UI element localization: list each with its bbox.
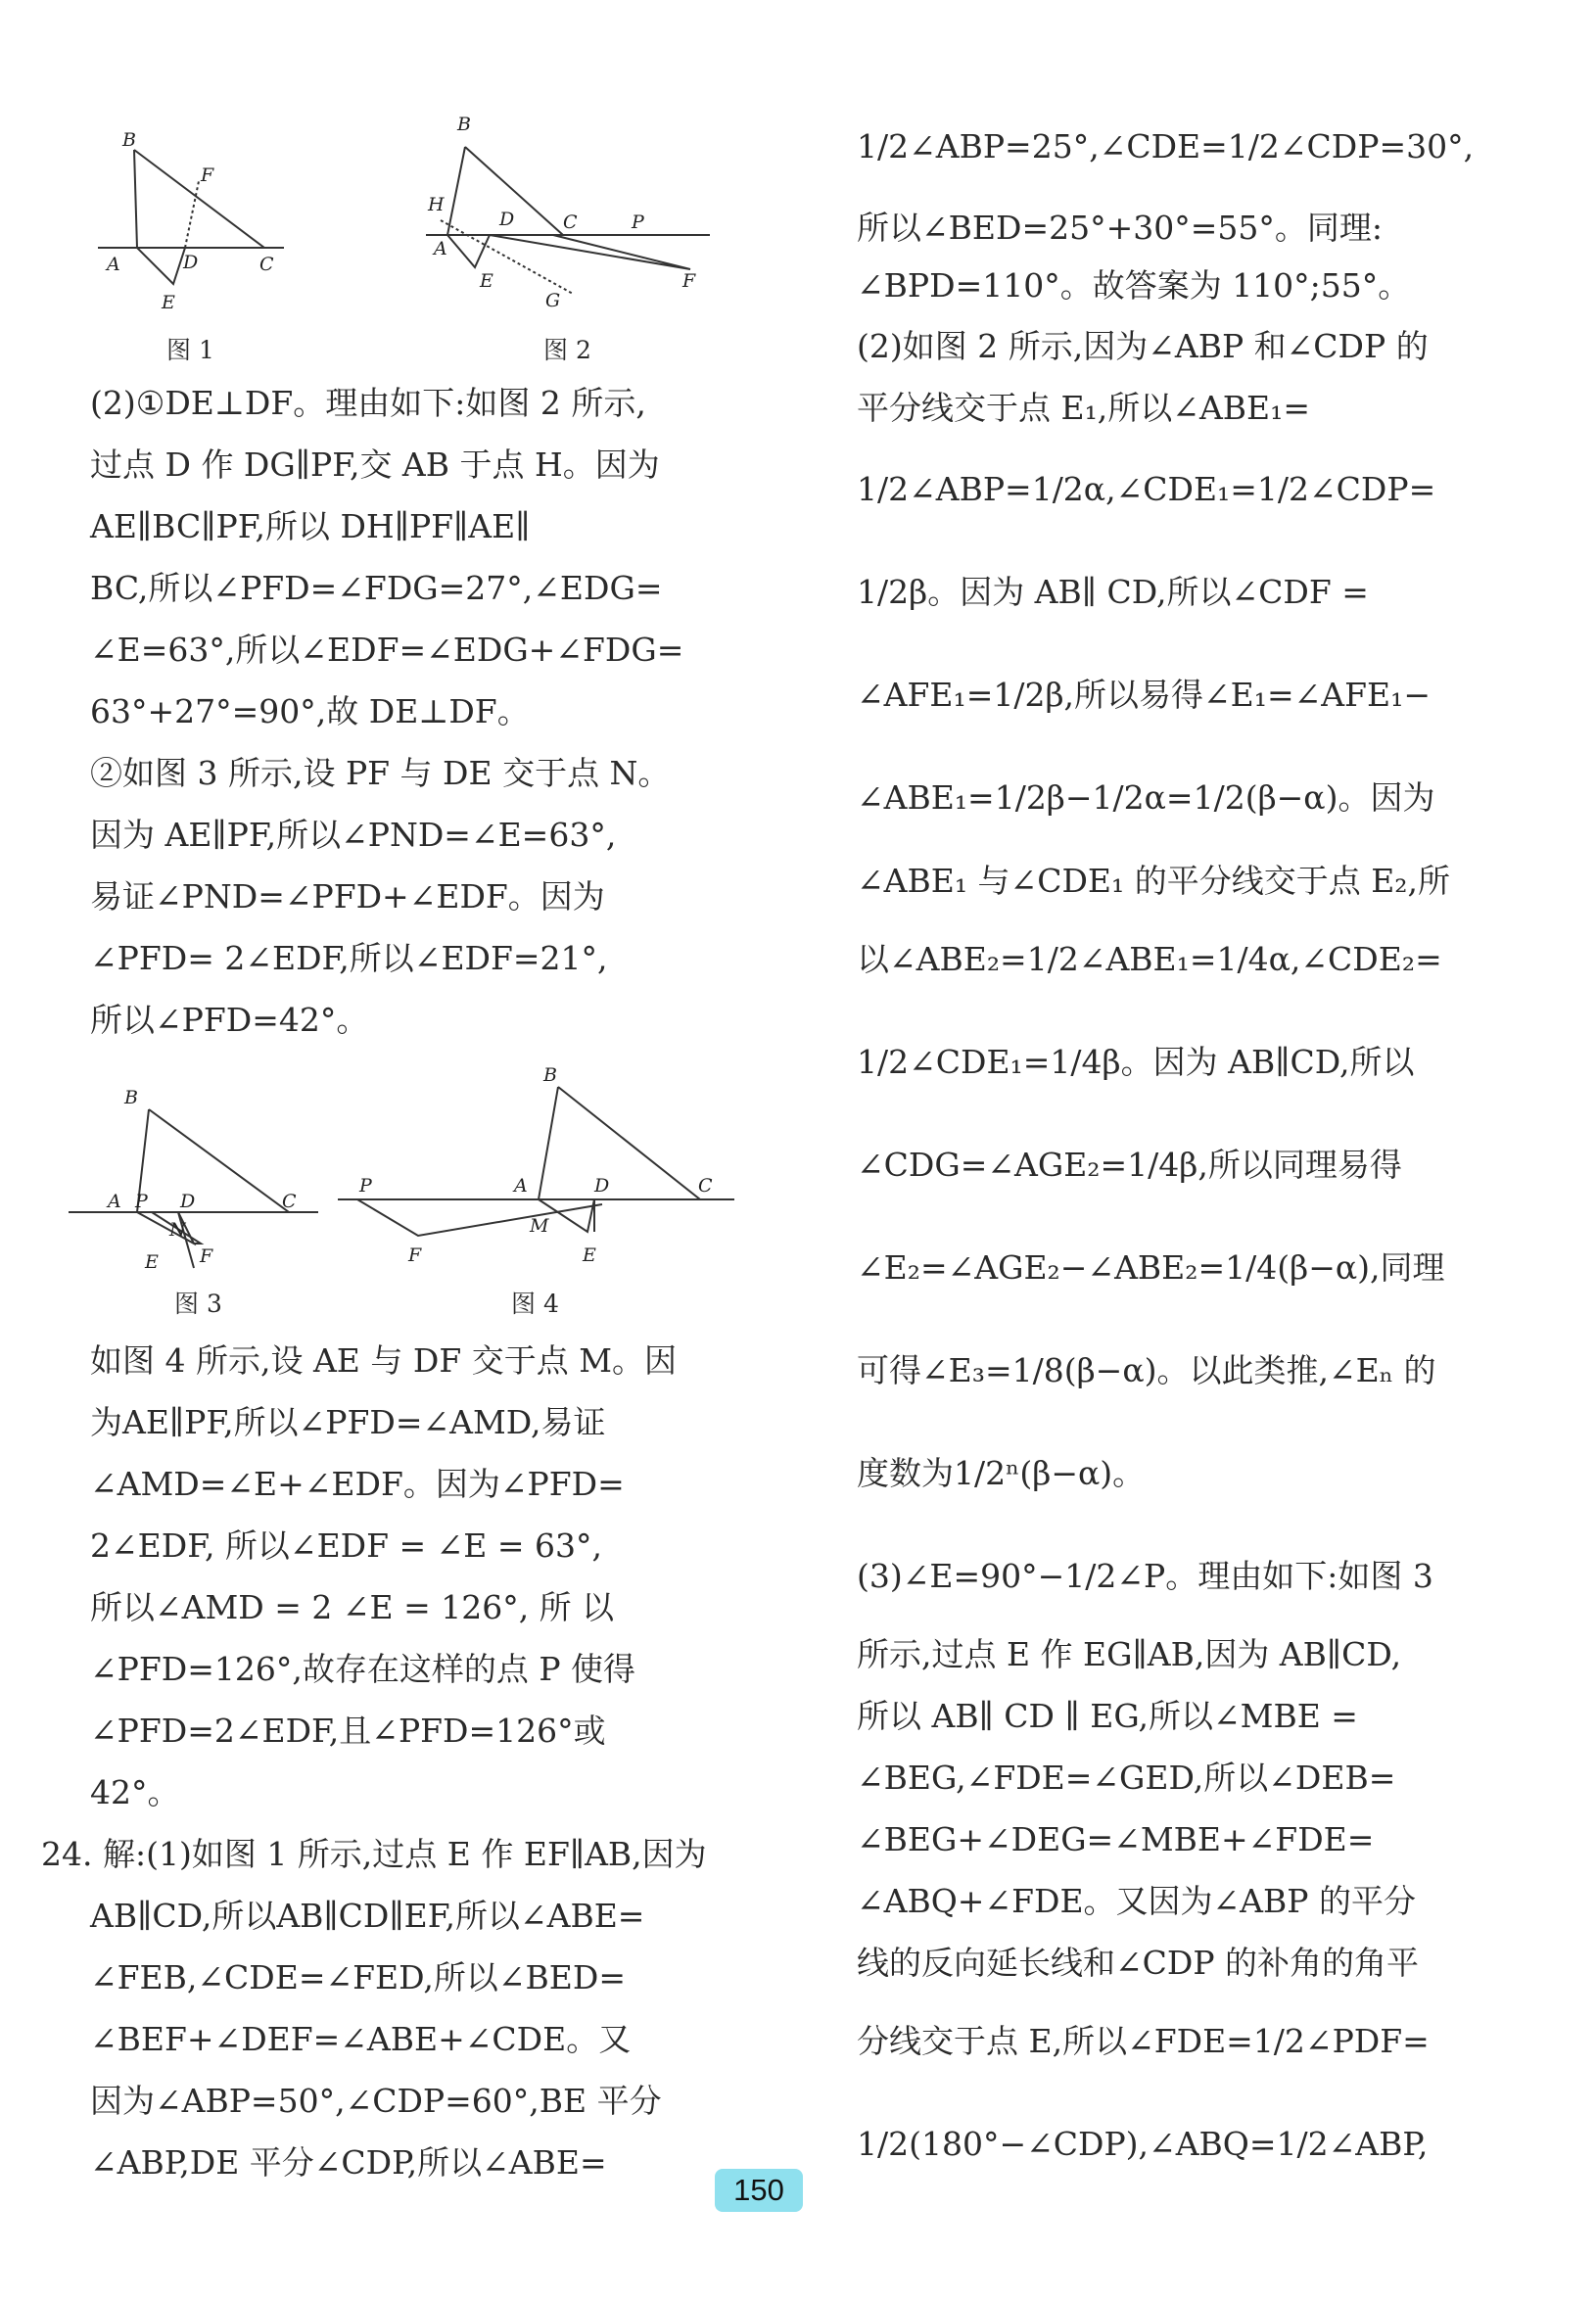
fig4-label-m: M <box>530 1215 549 1237</box>
text-line: 1/2∠ABP=25°,∠CDE=1/2∠CDP=30°, <box>857 127 1475 165</box>
text-line: 因为 AE∥PF,所以∠PND=∠E=63°, <box>90 816 617 854</box>
text-line: 如图 4 所示,设 AE 与 DF 交于点 M。因 <box>90 1341 677 1380</box>
fig3-label-f: F <box>200 1245 213 1267</box>
text-line: ∠FEB,∠CDE=∠FED,所以∠BED= <box>90 1958 626 1996</box>
fig1-caption: 图 1 <box>166 336 214 364</box>
fig2-label-c: C <box>563 211 578 233</box>
text-line: ②如图 3 所示,设 PF 与 DE 交于点 N。 <box>90 754 671 792</box>
fig1-label-f: F <box>201 164 214 186</box>
fig3-label-b: B <box>124 1087 138 1108</box>
text-line: 1/2(180°−∠CDP),∠ABQ=1/2∠ABP, <box>857 2125 1429 2163</box>
text-line: 所以∠PFD=42°。 <box>90 1001 369 1039</box>
text-line: ∠BEG+∠DEG=∠MBE+∠FDE= <box>857 1820 1375 1858</box>
text-line: BC,所以∠PFD=∠FDG=27°,∠EDG= <box>90 569 663 607</box>
text-line: ∠ABP,DE 平分∠CDP,所以∠ABE= <box>90 2143 607 2182</box>
fig2-caption: 图 2 <box>543 336 591 364</box>
text-line: 分线交于点 E,所以∠FDE=1/2∠PDF= <box>857 2022 1430 2060</box>
problem-24-start: 24. 解:(1)如图 1 所示,过点 E 作 EF∥AB,因为 <box>41 1835 707 1873</box>
text-line: ∠AFE₁=1/2β,所以易得∠E₁=∠AFE₁− <box>857 676 1431 714</box>
fig1-label-b: B <box>122 129 136 151</box>
text-line: ∠ABE₁=1/2β−1/2α=1/2(β−α)。因为 <box>857 778 1435 817</box>
text-line: ∠BEG,∠FDE=∠GED,所以∠DEB= <box>857 1759 1396 1797</box>
text-line: 1/2∠ABP=1/2α,∠CDE₁=1/2∠CDP= <box>857 470 1436 508</box>
text-line: ∠BEF+∠DEF=∠ABE+∠CDE。又 <box>90 2020 632 2058</box>
text-line: 所以∠BED=25°+30°=55°。同理: <box>857 209 1383 247</box>
text-line: 所示,过点 E 作 EG∥AB,因为 AB∥CD, <box>857 1635 1402 1673</box>
fig2-label-d: D <box>499 209 515 230</box>
fig3-label-c: C <box>282 1191 297 1212</box>
text-line: 易证∠PND=∠PFD+∠EDF。因为 <box>90 877 605 916</box>
text-line: 2∠EDF, 所以∠EDF = ∠E = 63°, <box>90 1526 603 1565</box>
fig2-label-a: A <box>434 238 447 259</box>
text-line: 过点 D 作 DG∥PF,交 AB 于点 H。因为 <box>90 446 660 484</box>
text-line: 平分线交于点 E₁,所以∠ABE₁= <box>857 389 1310 427</box>
fig2-label-b: B <box>457 114 471 135</box>
text-line: ∠PFD= 2∠EDF,所以∠EDF=21°, <box>90 939 608 977</box>
text-line: 1/2∠CDE₁=1/4β。因为 AB∥CD,所以 <box>857 1043 1415 1081</box>
fig3-label-e: E <box>145 1251 159 1273</box>
text-line: 线的反向延长线和∠CDP 的补角的角平 <box>857 1944 1420 1982</box>
fig2-label-h: H <box>428 194 445 215</box>
figure-2 <box>426 113 720 322</box>
text-line: 63°+27°=90°,故 DE⊥DF。 <box>90 692 530 730</box>
text-line: 1/2β。因为 AB∥ CD,所以∠CDF = <box>857 573 1369 611</box>
fig1-label-d: D <box>183 252 199 273</box>
page-number: 150 <box>715 2169 803 2212</box>
text-line: 以∠ABE₂=1/2∠ABE₁=1/4α,∠CDE₂= <box>857 940 1442 978</box>
text-line: ∠ABQ+∠FDE。又因为∠ABP 的平分 <box>857 1882 1416 1920</box>
fig3-label-d: D <box>180 1191 196 1212</box>
figure-4 <box>338 1057 739 1277</box>
fig3-caption: 图 3 <box>174 1290 222 1318</box>
fig4-label-a: A <box>514 1175 528 1197</box>
figure-1 <box>93 122 299 332</box>
fig2-label-f: F <box>682 270 696 292</box>
fig4-label-e: E <box>583 1244 596 1266</box>
text-line: ∠PFD=126°,故存在这样的点 P 使得 <box>90 1650 636 1688</box>
text-line: (2)①DE⊥DF。理由如下:如图 2 所示, <box>90 384 646 422</box>
fig4-label-d: D <box>594 1175 610 1197</box>
text-line: ∠E₂=∠AGE₂−∠ABE₂=1/4(β−α),同理 <box>857 1248 1445 1287</box>
text-line: AE∥BC∥PF,所以 DH∥PF∥AE∥ <box>90 507 531 545</box>
fig3-label-a: A <box>108 1191 121 1212</box>
text-line: ∠BPD=110°。故答案为 110°;55°。 <box>857 266 1411 305</box>
text-line: 因为∠ABP=50°,∠CDP=60°,BE 平分 <box>90 2082 662 2120</box>
text-line: 所以∠AMD = 2 ∠E = 126°, 所 以 <box>90 1588 615 1626</box>
text-line: 为AE∥PF,所以∠PFD=∠AMD,易证 <box>90 1403 606 1441</box>
text-line: ∠PFD=2∠EDF,且∠PFD=126°或 <box>90 1712 606 1750</box>
text-line: 可得∠E₃=1/8(β−α)。以此类推,∠Eₙ 的 <box>857 1351 1436 1389</box>
fig4-caption: 图 4 <box>511 1290 559 1318</box>
text-line: 所以 AB∥ CD ∥ EG,所以∠MBE = <box>857 1697 1358 1735</box>
fig1-label-c: C <box>259 254 274 275</box>
fig2-label-e: E <box>480 270 493 292</box>
text-line: ∠CDG=∠AGE₂=1/4β,所以同理易得 <box>857 1146 1402 1184</box>
figure-3 <box>69 1082 333 1282</box>
text-line: (3)∠E=90°−1/2∠P。理由如下:如图 3 <box>857 1557 1433 1595</box>
text-line: (2)如图 2 所示,因为∠ABP 和∠CDP 的 <box>857 327 1429 365</box>
text-line: AB∥CD,所以AB∥CD∥EF,所以∠ABE= <box>90 1897 645 1935</box>
fig3-label-n: N <box>169 1219 186 1241</box>
fig4-label-c: C <box>698 1175 713 1197</box>
fig4-label-p: P <box>359 1175 372 1197</box>
fig1-label-a: A <box>107 254 120 275</box>
text-line: ∠ABE₁ 与∠CDE₁ 的平分线交于点 E₂,所 <box>857 862 1451 900</box>
fig1-label-e: E <box>162 292 175 313</box>
text-line: 度数为1/2ⁿ(β−α)。 <box>857 1454 1146 1492</box>
text-line: 42°。 <box>90 1773 180 1811</box>
fig3-label-p: P <box>135 1191 148 1212</box>
fig2-label-g: G <box>545 290 561 311</box>
fig4-label-f: F <box>408 1244 422 1266</box>
fig2-label-p: P <box>632 211 644 233</box>
text-line: ∠E=63°,所以∠EDF=∠EDG+∠FDG= <box>90 631 684 669</box>
text-line: ∠AMD=∠E+∠EDF。因为∠PFD= <box>90 1465 625 1503</box>
fig4-label-b: B <box>543 1064 557 1086</box>
